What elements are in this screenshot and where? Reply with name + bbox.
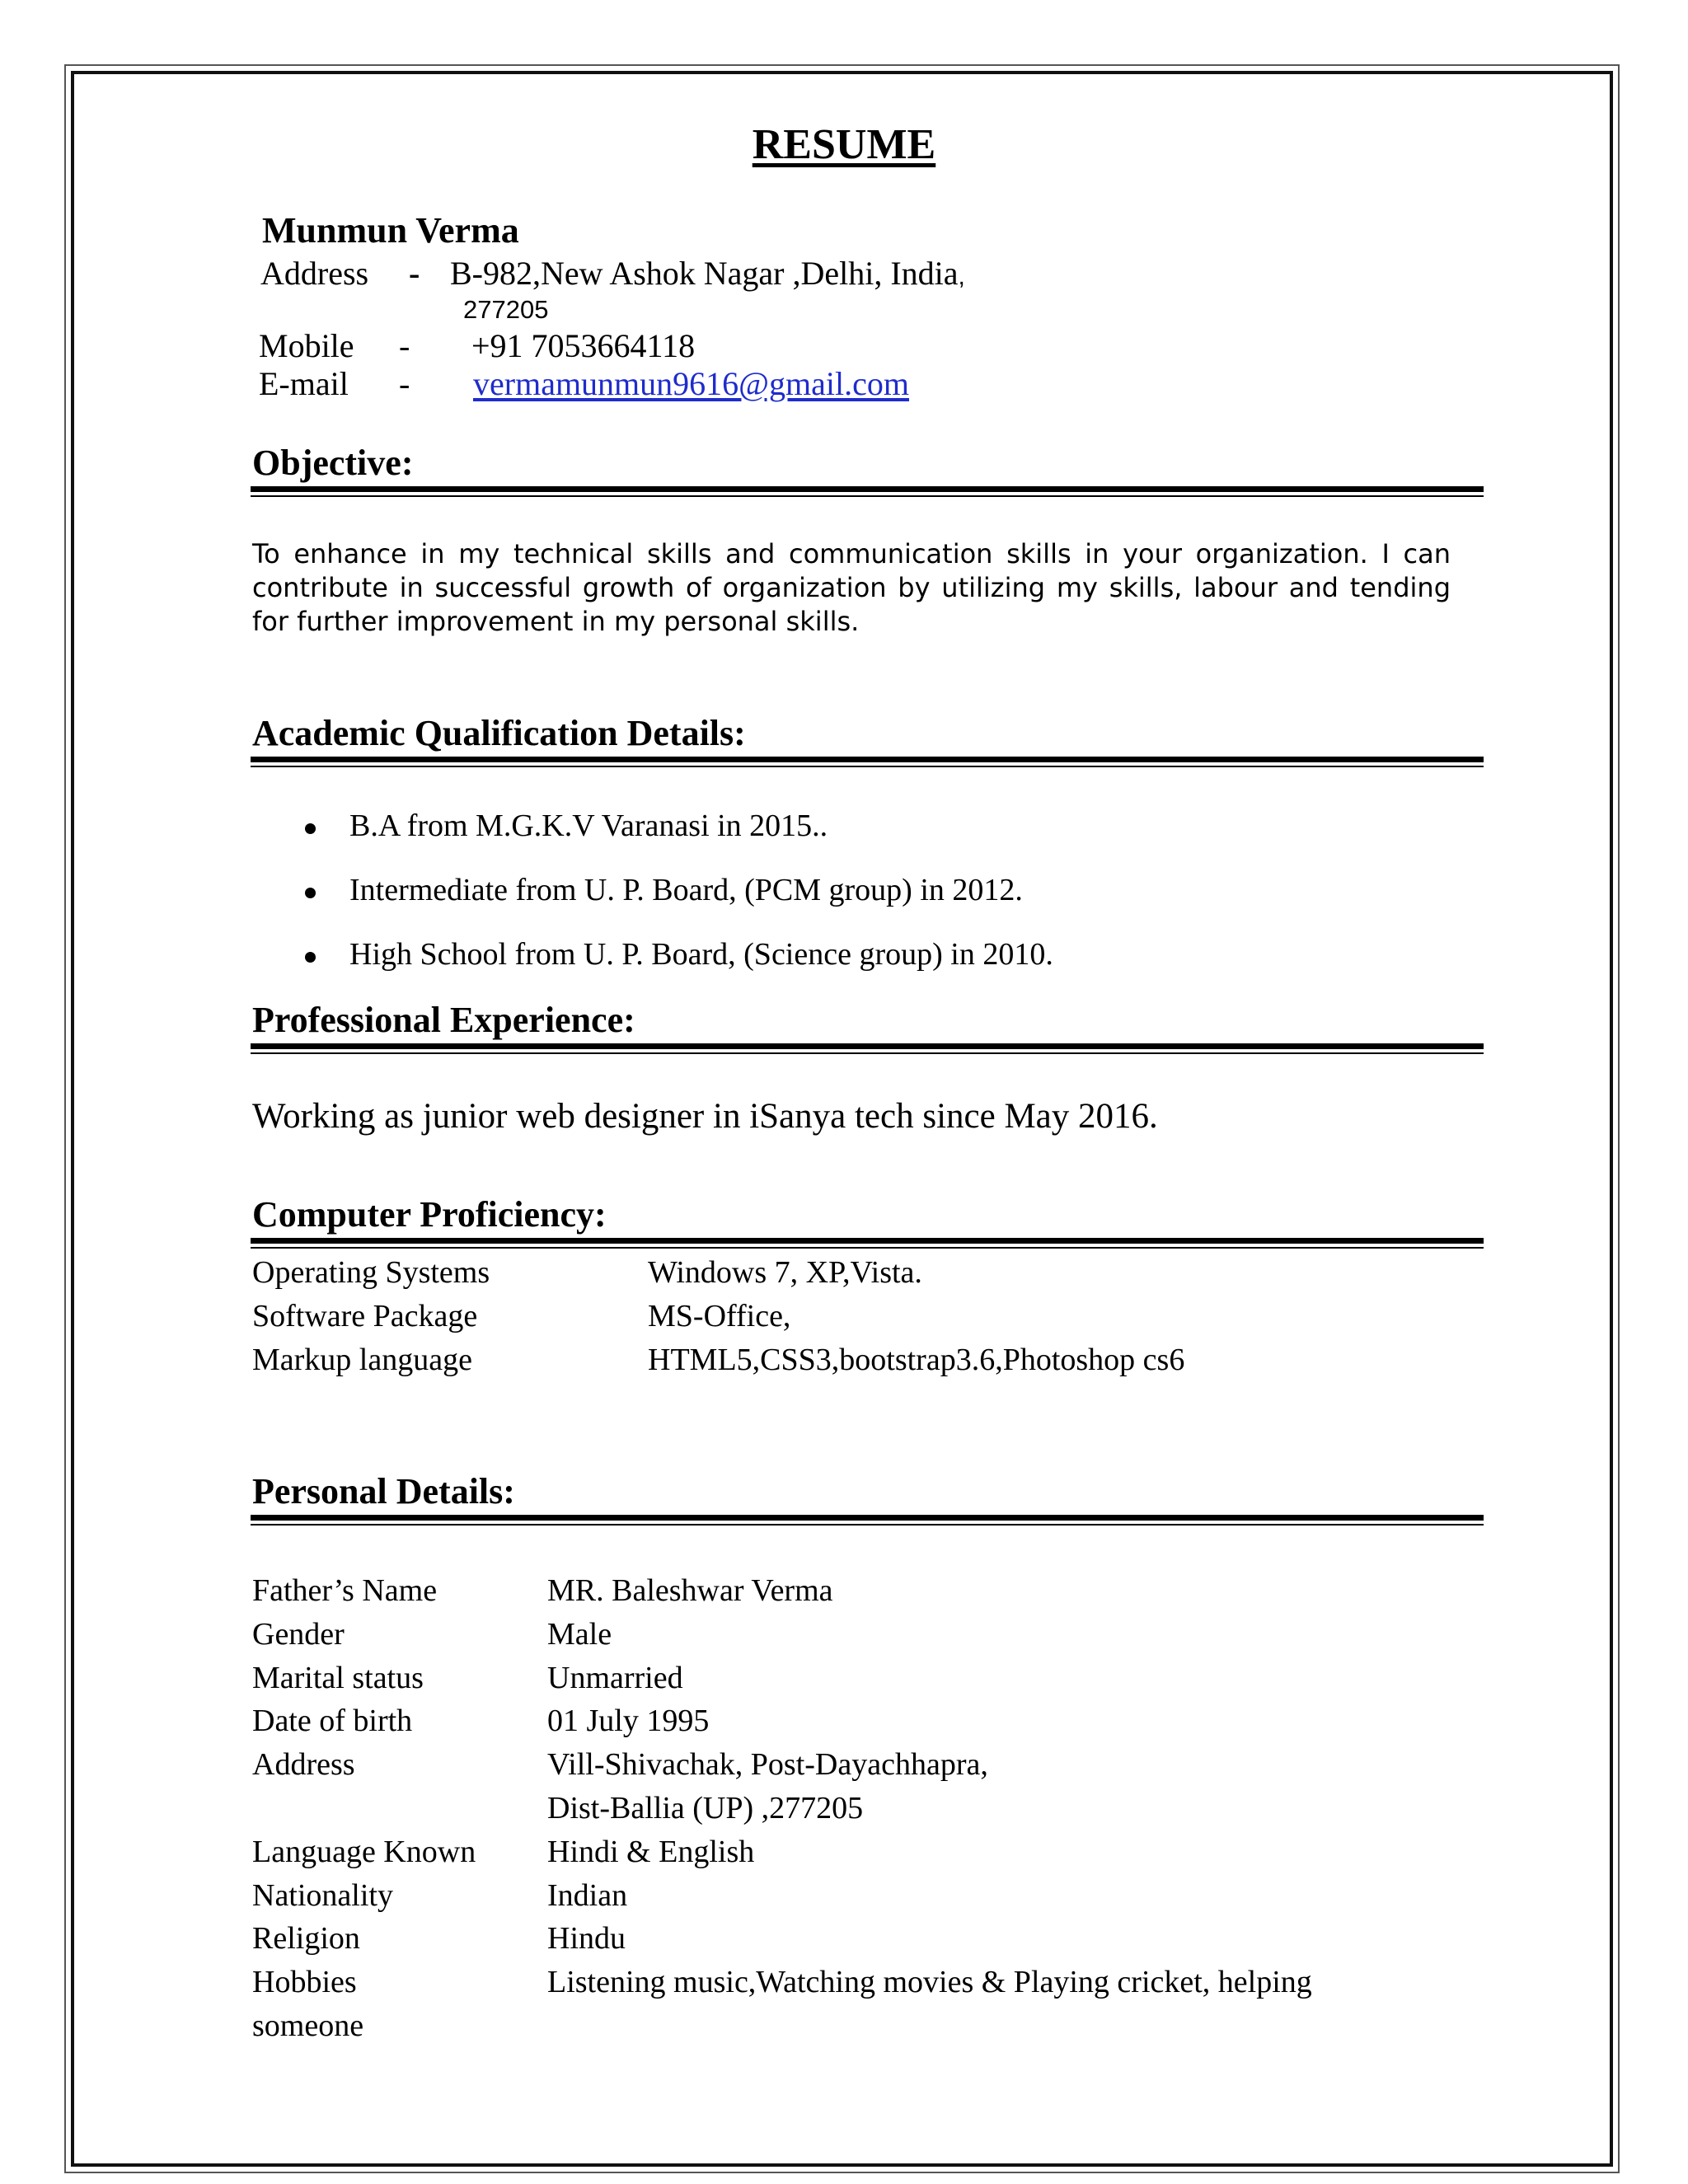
email-link[interactable]: vermamunmun9616@gmail.com bbox=[473, 365, 909, 402]
personal-label: Gender bbox=[252, 1617, 345, 1652]
computer-value: HTML5,CSS3,bootstrap3.6,Photoshop cs6 bbox=[648, 1343, 1185, 1377]
personal-value: Male bbox=[547, 1617, 612, 1652]
objective-text: To enhance in my technical skills and communication skills in your organization. I can contribute in successful growth of organization by utilizing my skills, labour and tending for further improvement in my personal skills. bbox=[252, 538, 1451, 637]
personal-value: Dist-Ballia (UP) ,277205 bbox=[547, 1791, 864, 1825]
academic-item: B.A from M.G.K.V Varanasi in 2015.. bbox=[349, 808, 828, 843]
mobile-label: Mobile bbox=[259, 327, 354, 364]
personal-label: Language Known bbox=[252, 1835, 476, 1869]
academic-heading: Academic Qualification Details: bbox=[252, 713, 746, 753]
computer-value: Windows 7, XP,Vista. bbox=[648, 1255, 922, 1290]
personal-value: Indian bbox=[547, 1878, 628, 1913]
address-line1 bbox=[450, 254, 965, 293]
personal-label: Address bbox=[252, 1747, 355, 1782]
bullet-icon bbox=[305, 888, 316, 898]
personal-value: Hindi & English bbox=[547, 1835, 755, 1869]
bullet-icon bbox=[305, 952, 316, 963]
personal-rule bbox=[251, 1515, 1484, 1526]
academic-rule bbox=[251, 757, 1484, 767]
objective-heading: Objective: bbox=[252, 443, 414, 483]
candidate-name: Munmun Verma bbox=[262, 210, 519, 251]
experience-heading: Professional Experience: bbox=[252, 1000, 635, 1040]
mobile-number: +91 7053664118 bbox=[471, 327, 696, 364]
personal-value: Unmarried bbox=[547, 1661, 683, 1695]
email-separator: - bbox=[399, 365, 410, 402]
mobile-separator: - bbox=[399, 327, 410, 364]
personal-label: Date of birth bbox=[252, 1704, 413, 1738]
experience-rule bbox=[251, 1043, 1484, 1054]
document-title bbox=[0, 120, 1688, 169]
personal-label: Religion bbox=[252, 1921, 360, 1956]
personal-value: 01 July 1995 bbox=[547, 1704, 710, 1738]
personal-label: someone bbox=[252, 2008, 364, 2043]
personal-label: Father’s Name bbox=[252, 1573, 438, 1608]
address-label: Address bbox=[260, 255, 369, 292]
computer-label: Markup language bbox=[252, 1343, 472, 1377]
computer-rule bbox=[251, 1238, 1484, 1249]
bullet-icon bbox=[305, 823, 316, 834]
objective-rule bbox=[251, 486, 1484, 497]
computer-value: MS-Office, bbox=[648, 1299, 791, 1333]
academic-item: Intermediate from U. P. Board, (PCM group) in 2012. bbox=[349, 873, 1023, 907]
experience-text: Working as junior web designer in iSanya tech since May 2016. bbox=[252, 1097, 1158, 1136]
personal-value: Hindu bbox=[547, 1921, 626, 1956]
personal-label: Nationality bbox=[252, 1878, 393, 1913]
email-label: E-mail bbox=[259, 365, 349, 402]
computer-label: Operating Systems bbox=[252, 1255, 490, 1290]
personal-value: MR. Baleshwar Verma bbox=[547, 1573, 833, 1608]
personal-value: Listening music,Watching movies & Playing cricket, helping bbox=[547, 1965, 1312, 1999]
address-line2: 277205 bbox=[463, 295, 549, 324]
academic-item: High School from U. P. Board, (Science group) in 2010. bbox=[349, 937, 1053, 972]
personal-label: Marital status bbox=[252, 1661, 424, 1695]
computer-heading: Computer Proficiency: bbox=[252, 1194, 607, 1235]
personal-value: Vill-Shivachak, Post-Dayachhapra, bbox=[547, 1747, 988, 1782]
address-comma: , bbox=[958, 263, 965, 290]
personal-label: Hobbies bbox=[252, 1965, 357, 1999]
computer-label: Software Package bbox=[252, 1299, 478, 1333]
address-line1-text: B-982,New Ashok Nagar ,Delhi, India bbox=[450, 255, 959, 292]
address-separator: - bbox=[409, 255, 420, 292]
title-text: RESUME bbox=[752, 121, 936, 168]
personal-heading: Personal Details: bbox=[252, 1471, 515, 1511]
